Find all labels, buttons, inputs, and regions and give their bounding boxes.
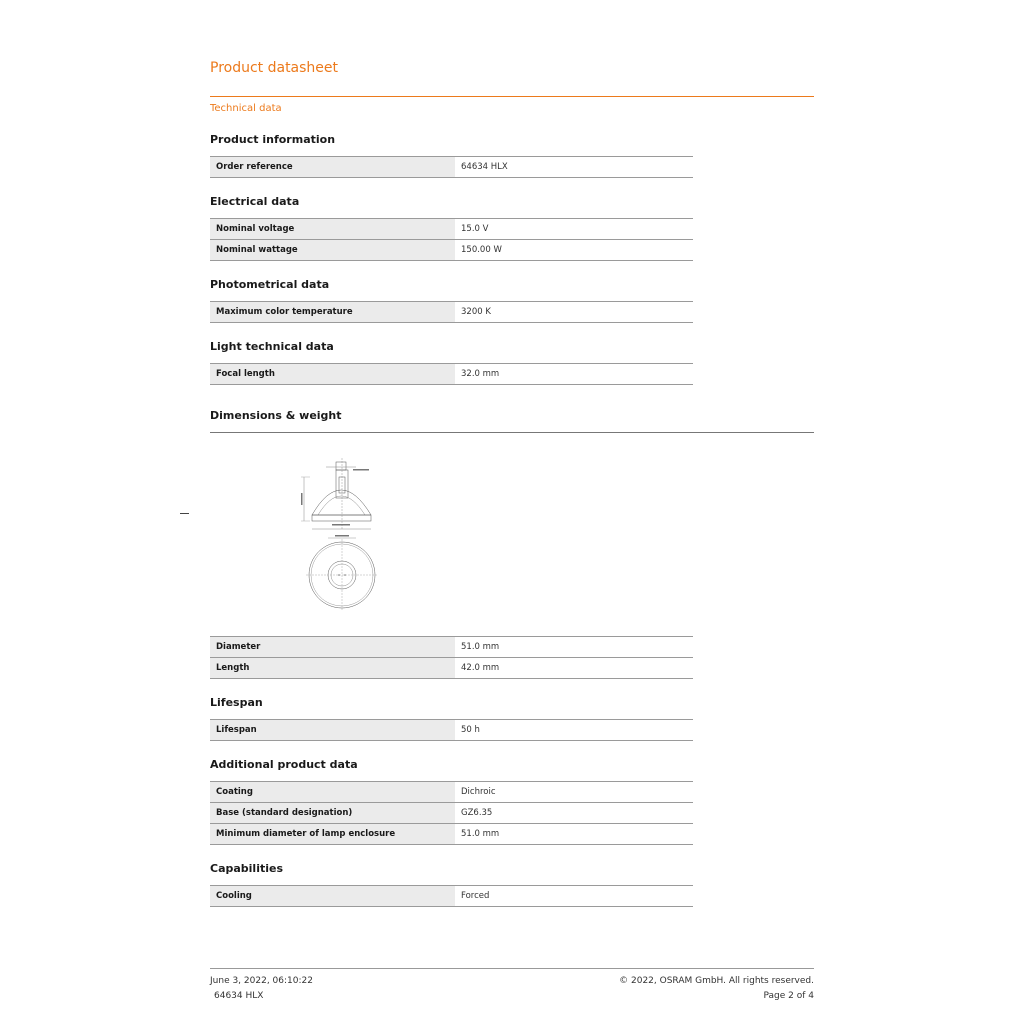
- row-value: 51.0 mm: [461, 642, 500, 652]
- row-value: GZ6.35: [461, 808, 493, 818]
- row-label: Length: [210, 658, 455, 678]
- lamp-drawing-svg: [296, 455, 396, 610]
- row-label: Lifespan: [210, 720, 455, 740]
- table-row: [210, 157, 693, 178]
- light-technical-data-table: [210, 363, 693, 385]
- row-label: Order reference: [210, 157, 455, 177]
- additional-product-data-table: [210, 781, 693, 845]
- electrical-data-table: [210, 218, 693, 261]
- table-row: [210, 782, 693, 803]
- table-row: [210, 364, 693, 385]
- row-label: Nominal wattage: [210, 240, 455, 260]
- row-label: Nominal voltage: [210, 219, 455, 239]
- table-row: [210, 886, 693, 907]
- table-row: [210, 219, 693, 240]
- section-heading-light-technical-data: Light technical data: [210, 340, 334, 353]
- table-row: [210, 720, 693, 741]
- table-row: [210, 302, 693, 323]
- lamp-dimension-drawing: [296, 455, 396, 610]
- section-heading-electrical-data: Electrical data: [210, 195, 300, 208]
- row-value: 150.00 W: [461, 245, 502, 255]
- page-subtitle: Technical data: [210, 103, 282, 114]
- footer-divider: [210, 968, 814, 969]
- title-divider: [210, 96, 814, 97]
- row-label: Focal length: [210, 364, 455, 384]
- section-heading-lifespan: Lifespan: [210, 696, 263, 709]
- row-value: 42.0 mm: [461, 663, 500, 673]
- dimensions-table: [210, 636, 693, 679]
- row-value: 64634 HLX: [461, 162, 508, 172]
- lifespan-table: [210, 719, 693, 741]
- table-row: [210, 824, 693, 845]
- row-label: Maximum color temperature: [210, 302, 455, 322]
- section-heading-dimensions-weight: Dimensions & weight: [210, 409, 342, 422]
- table-row: [210, 658, 693, 679]
- table-row: [210, 240, 693, 261]
- section-heading-photometrical-data: Photometrical data: [210, 278, 330, 291]
- footer-copyright: © 2022, OSRAM GmbH. All rights reserved.: [619, 976, 814, 986]
- dimensions-divider: [210, 432, 814, 433]
- section-heading-product-information: Product information: [210, 133, 336, 146]
- capabilities-table: [210, 885, 693, 907]
- row-label: Diameter: [210, 637, 455, 657]
- row-value: 15.0 V: [461, 224, 489, 234]
- row-value: 3200 K: [461, 307, 491, 317]
- row-label: Coating: [210, 782, 455, 802]
- footer-page-number: Page 2 of 4: [763, 991, 814, 1001]
- table-row: [210, 637, 693, 658]
- row-value: Forced: [461, 891, 490, 901]
- row-value: 51.0 mm: [461, 829, 500, 839]
- section-heading-additional-product-data: Additional product data: [210, 758, 358, 771]
- footer-date: June 3, 2022, 06:10:22: [210, 976, 313, 986]
- footer-product: 64634 HLX: [214, 991, 264, 1001]
- table-row: [210, 803, 693, 824]
- section-heading-capabilities: Capabilities: [210, 862, 284, 875]
- row-label: Base (standard designation): [210, 803, 455, 823]
- margin-mark: [180, 513, 189, 514]
- row-value: 32.0 mm: [461, 369, 500, 379]
- row-label: Minimum diameter of lamp enclosure: [210, 824, 455, 844]
- row-value: 50 h: [461, 725, 480, 735]
- product-information-table: [210, 156, 693, 178]
- row-value: Dichroic: [461, 787, 496, 797]
- row-label: Cooling: [210, 886, 455, 906]
- page-title: Product datasheet: [210, 60, 339, 76]
- photometrical-data-table: [210, 301, 693, 323]
